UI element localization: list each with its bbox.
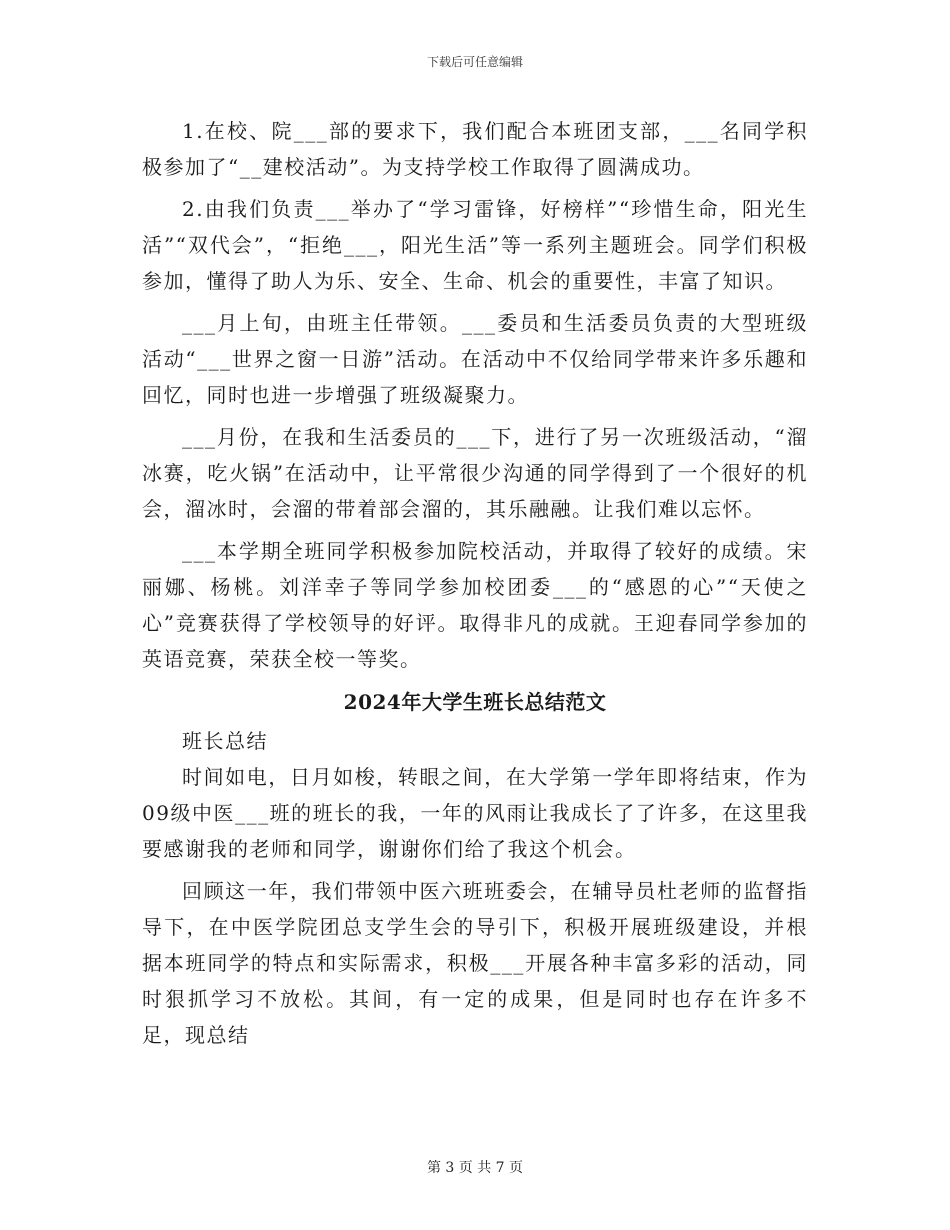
page-header-note: 下载后可任意编辑 xyxy=(426,55,523,69)
section-paragraph-2: 回顾这一年，我们带领中医六班班委会，在辅导员杜老师的监督指导下，在中医学院团总支学生会的导引下，积极开展班级建设，并根据本班同学的特点和实际需求，积极___开展各种丰富多彩的活动，同时狠抓学习不放松。其间，有一定的成果，但是同时也存在许多不足，现总结 xyxy=(142,879,808,1047)
paragraph-2: 2.由我们负责___举办了“学习雷锋，好榜样”“珍惜生命，阳光生活”“双代会”，“拒绝___，阳光生活”等一系列主题班会。同学们积极参加，懂得了助人为乐、安全、生命、机会的重要性，丰富了知识。 xyxy=(142,197,808,293)
paragraph-3: ___月上旬，由班主任带领。___委员和生活委员负责的大型班级活动“___世界之窗一日游”活动。在活动中不仅给同学带来许多乐趣和回忆，同时也进一步增强了班级凝聚力。 xyxy=(142,311,808,407)
paragraph-1: 1.在校、院___部的要求下，我们配合本班团支部，___名同学积极参加了“__建校活动”。为支持学校工作取得了圆满成功。 xyxy=(142,119,808,179)
page-number: 第 3 页 共 7 页 xyxy=(426,1160,524,1176)
paragraph-5: ___本学期全班同学积极参加院校活动，并取得了较好的成绩。宋丽娜、杨桃。刘洋幸子等同学参加校团委___的“感恩的心”“天使之心”竞赛获得了学校领导的好评。取得非凡的成就。王迎春同学参加的英语竞赛，荣获全校一等奖。 xyxy=(142,539,808,671)
section-subheading: 班长总结 xyxy=(182,729,268,753)
paragraph-4: ___月份，在我和生活委员的___下，进行了另一次班级活动，“溜冰赛，吃火锅”在活动中，让平常很少沟通的同学得到了一个很好的机会，溜冰时，会溜的带着部会溜的，其乐融融。让我们难以忘怀。 xyxy=(142,425,808,521)
document-body xyxy=(142,113,808,1059)
section-title: 2024年大学生班长总结范文 xyxy=(343,690,607,714)
section-paragraph-1: 时间如电，日月如梭，转眼之间，在大学第一学年即将结束，作为09级中医___班的班长的我，一年的风雨让我成长了了许多，在这里我要感谢我的老师和同学，谢谢你们给了我这个机会。 xyxy=(142,765,808,861)
